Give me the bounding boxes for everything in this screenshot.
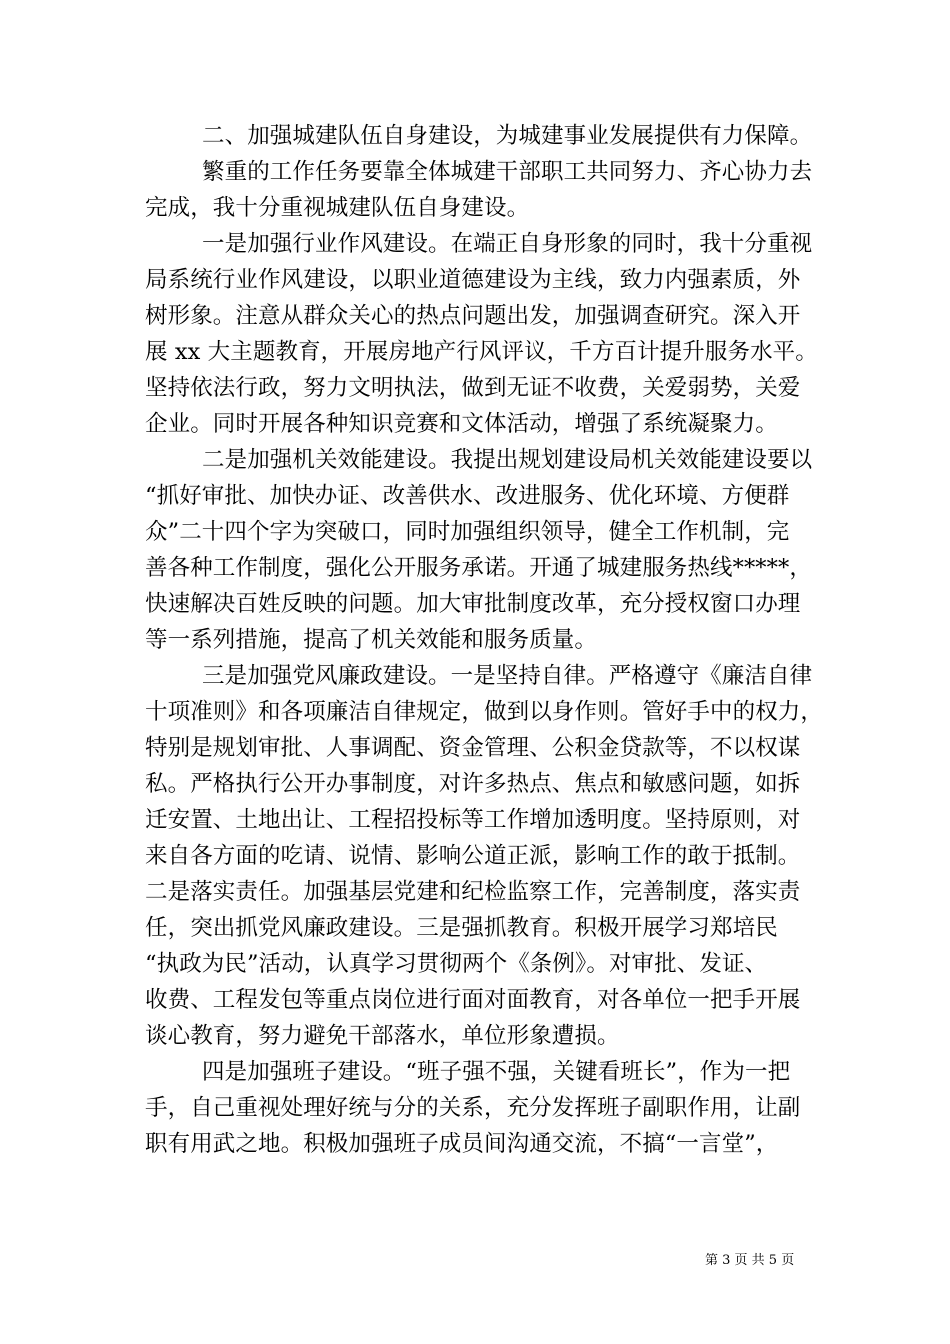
text-line: 企业。同时开展各种知识竞赛和文体活动，增强了系统凝聚力。 (145, 411, 778, 437)
text-line: 展 xx 大主题教育，开展房地产行风评议，千方百计提升服务水平。 (145, 339, 818, 365)
text-line: 特别是规划审批、人事调配、资金管理、公积金贷款等，不以权谋 (145, 735, 801, 761)
text-line: 繁重的工作任务要靠全体城建干部职工共同努力、齐心协力去 (202, 159, 813, 185)
text-line: 等一系列措施，提高了机关效能和服务质量。 (145, 627, 598, 653)
text-line: 树形象。注意从群众关心的热点问题出发，加强调查研究。深入开 (145, 303, 801, 329)
text-line: 快速解决百姓反映的问题。加大审批制度改革，充分授权窗口办理 (145, 591, 801, 617)
text-line: 二是加强机关效能建设。我提出规划建设局机关效能建设要以 (202, 447, 813, 473)
text-line: 一是加强行业作风建设。在端正自身形象的同时，我十分重视 (202, 231, 813, 257)
text-line: 二、加强城建队伍自身建设，为城建事业发展提供有力保障。 (202, 123, 813, 149)
text-line: 三是加强党风廉政建设。一是坚持自律。严格遵守《廉洁自律 (202, 663, 813, 689)
text-line: 善各种工作制度，强化公开服务承诺。开通了城建服务热线*****， (145, 555, 812, 581)
text-line: 手，自己重视处理好统与分的关系，充分发挥班子副职作用，让副 (145, 1095, 801, 1121)
text-line: 局系统行业作风建设，以职业道德建设为主线，致力内强素质，外 (145, 267, 801, 293)
text-line: 私。严格执行公开办事制度，对许多热点、焦点和敏感问题，如拆 (145, 771, 801, 797)
text-line: 谈心教育，努力避免干部落水，单位形象遭损。 (145, 1023, 620, 1049)
text-line: 迁安置、土地出让、工程招投标等工作增加透明度。坚持原则，对 (145, 807, 801, 833)
text-line: 职有用武之地。积极加强班子成员间沟通交流，不搞“一言堂”， (145, 1131, 779, 1157)
text-line: “执政为民”活动，认真学习贯彻两个《条例》。对审批、发证、 (145, 951, 768, 977)
text-line: 完成，我十分重视城建队伍自身建设。 (145, 195, 530, 221)
text-line: 收费、工程发包等重点岗位进行面对面教育，对各单位一把手开展 (145, 987, 801, 1013)
text-line: 任，突出抓党风廉政建设。三是强抓教育。积极开展学习郑培民 (145, 915, 778, 941)
text-line: 二是落实责任。加强基层党建和纪检监察工作，完善制度，落实责 (145, 879, 801, 905)
text-line: 来自各方面的吃请、说情、影响公道正派，影响工作的敢于抵制。 (145, 843, 801, 869)
page-number: 第 3 页 共 5 页 (705, 1253, 795, 1268)
text-line: 四是加强班子建设。“班子强不强，关键看班长”，作为一把 (202, 1059, 791, 1085)
text-line: 坚持依法行政，努力文明执法，做到无证不收费，关爱弱势，关爱 (145, 375, 801, 401)
text-line: “抓好审批、加快办证、改善供水、改进服务、优化环境、方便群 (145, 483, 790, 509)
text-line: 众”二十四个字为突破口，同时加强组织领导，健全工作机制，完 (145, 519, 790, 545)
text-line: 十项准则》和各项廉洁自律规定，做到以身作则。管好手中的权力， (145, 699, 824, 725)
